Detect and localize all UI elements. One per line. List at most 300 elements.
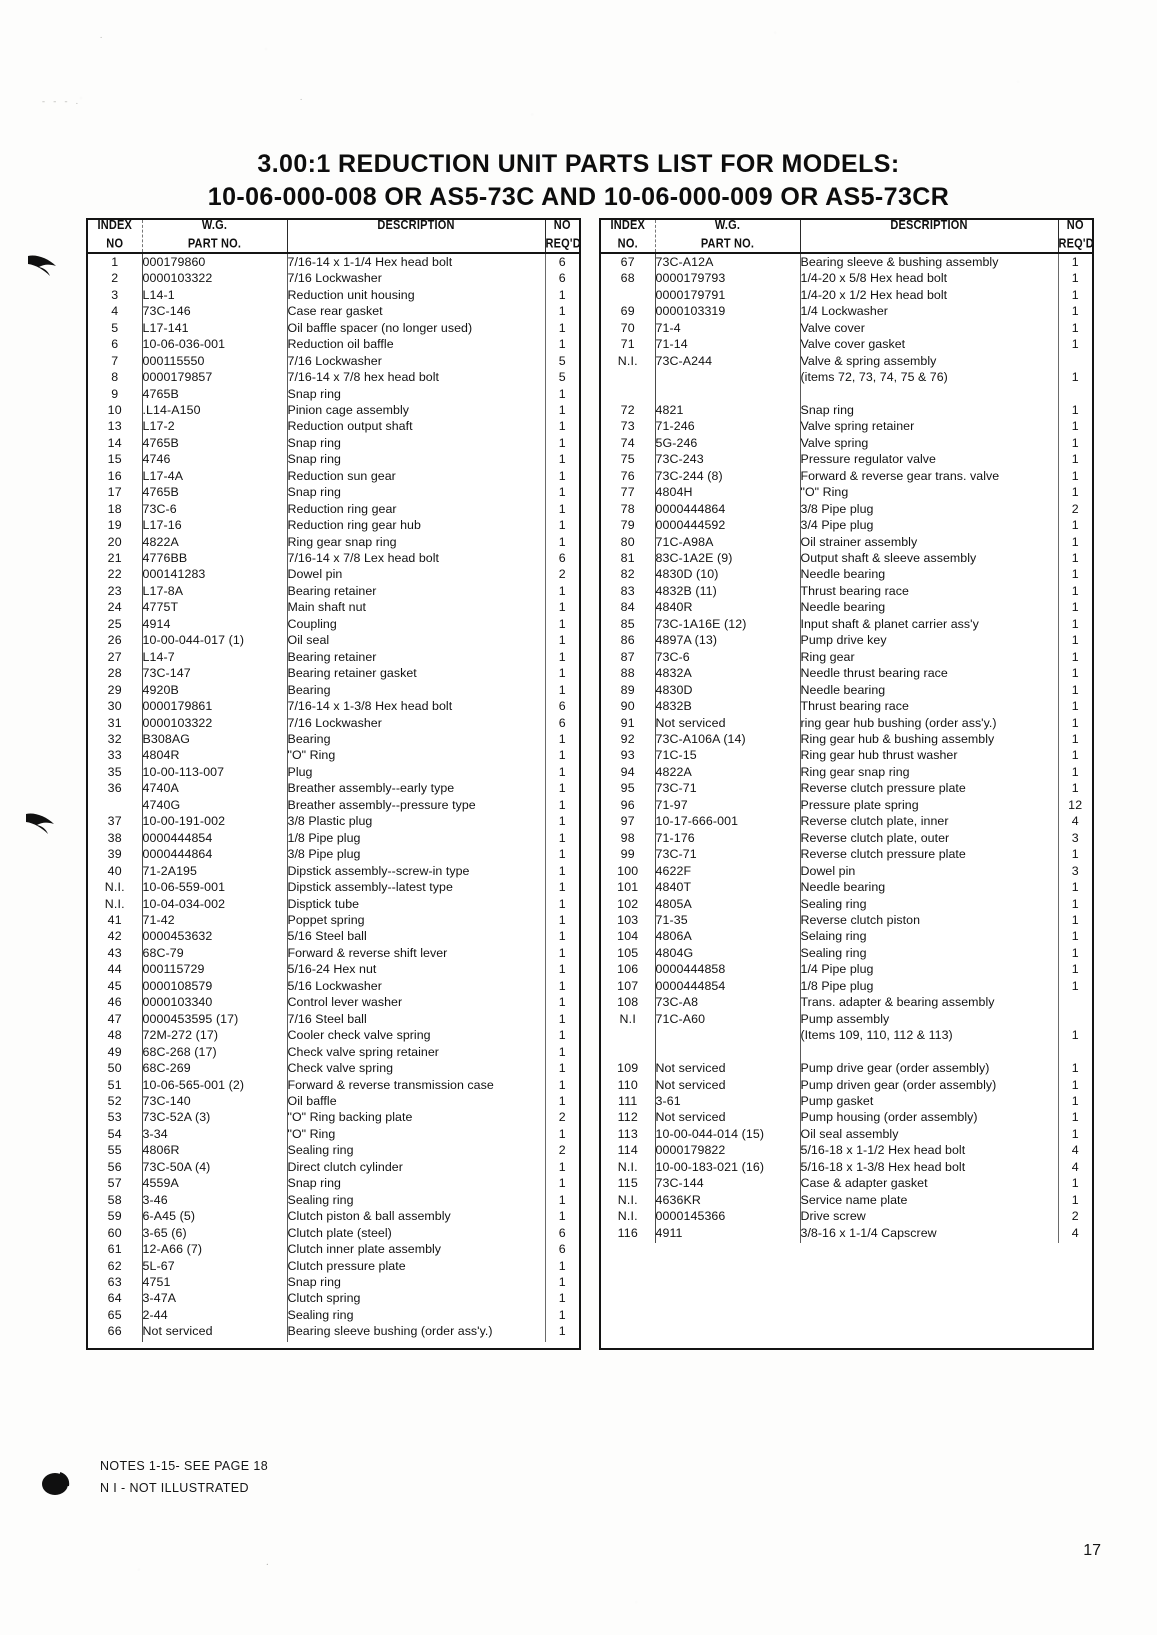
row-index-number: 91 [601, 715, 655, 731]
row-part-number: 10-17-666-001 [655, 813, 800, 829]
header-part-top: W.G. [201, 218, 228, 233]
table-row [88, 747, 579, 763]
table-row [601, 534, 1092, 550]
row-index-number: 21 [88, 550, 142, 566]
table-row [601, 402, 1092, 418]
row-part-number: L17-4A [142, 468, 287, 484]
row-part-number [655, 369, 800, 385]
row-quantity: 1 [1071, 847, 1079, 862]
row-description: Snap ring [287, 1274, 545, 1290]
row-index-number: 43 [88, 945, 142, 961]
row-index-number: 74 [601, 435, 655, 451]
row-quantity: 1 [1071, 945, 1079, 960]
table-row [88, 517, 579, 533]
row-index-number: 31 [88, 715, 142, 731]
row-part-number: 000115729 [142, 961, 287, 977]
row-part-number: 10-00-044-017 (1) [142, 632, 287, 648]
table-row [601, 879, 1092, 895]
table-row [88, 369, 579, 385]
row-description: Sealing ring [287, 1307, 545, 1323]
table-row [88, 501, 579, 517]
row-part-number: 73C-A106A (14) [655, 731, 800, 747]
row-description: 7/16 Lockwasher [287, 715, 545, 731]
table-row [88, 320, 579, 336]
row-index-number: 76 [601, 468, 655, 484]
row-index-number: 62 [88, 1258, 142, 1274]
row-quantity: 1 [558, 386, 566, 401]
row-quantity: 1 [1071, 370, 1079, 385]
row-quantity: 1 [1071, 978, 1079, 993]
row-part-number: 0000179791 [655, 287, 800, 303]
row-part-number: 71-14 [655, 336, 800, 352]
row-description: "O" Ring [287, 747, 545, 763]
row-index-number: 87 [601, 649, 655, 665]
row-quantity: 1 [558, 320, 566, 335]
row-index-number: 109 [601, 1060, 655, 1076]
row-quantity: 1 [1071, 1077, 1079, 1092]
right-parts-table [599, 218, 1094, 1350]
table-row [601, 632, 1092, 648]
row-index-number: N.I. [601, 1159, 655, 1175]
row-description: Snap ring [287, 451, 545, 467]
row-part-number: 4830D (10) [655, 566, 800, 582]
row-quantity: 1 [558, 1307, 566, 1322]
table-row [601, 813, 1092, 829]
table-row [88, 665, 579, 681]
row-quantity: 2 [558, 1143, 566, 1158]
row-part-number: 71C-A60 [655, 1011, 800, 1027]
row-quantity: 1 [1071, 1176, 1079, 1191]
row-index-number: 60 [88, 1225, 142, 1241]
row-part-number: 4776BB [142, 550, 287, 566]
row-description: 7/16 Steel ball [287, 1011, 545, 1027]
row-quantity: 1 [1071, 468, 1079, 483]
table-row [88, 863, 579, 879]
row-description: Drive screw [800, 1208, 1058, 1224]
table-row [601, 484, 1092, 500]
row-part-number: 4804G [655, 945, 800, 961]
row-part-number: 5G-246 [655, 435, 800, 451]
table-row [88, 1225, 579, 1241]
row-index-number: 98 [601, 830, 655, 846]
row-index-number: 114 [601, 1142, 655, 1158]
row-description: Pressure plate spring [800, 797, 1058, 813]
row-part-number: 0000179793 [655, 270, 800, 286]
row-description: Clutch spring [287, 1290, 545, 1306]
row-description: Snap ring [800, 402, 1058, 418]
row-description: Input shaft & planet carrier ass'y [800, 616, 1058, 632]
row-description: Clutch piston & ball assembly [287, 1208, 545, 1224]
row-index-number: 1 [88, 253, 142, 270]
row-quantity: 1 [558, 1176, 566, 1191]
row-index-number: 108 [601, 994, 655, 1010]
row-quantity: 1 [558, 1192, 566, 1207]
row-quantity: 1 [558, 304, 566, 319]
row-part-number: 10-00-191-002 [142, 813, 287, 829]
row-index-number: 102 [601, 896, 655, 912]
table-row [88, 468, 579, 484]
row-quantity: 1 [558, 797, 566, 812]
row-part-number: 68C-79 [142, 945, 287, 961]
table-row [88, 1077, 579, 1093]
row-part-number: 4822A [142, 534, 287, 550]
row-part-number: 0000444854 [142, 830, 287, 846]
row-part-number: 68C-269 [142, 1060, 287, 1076]
row-index-number: 82 [601, 566, 655, 582]
row-description: Needle bearing [800, 682, 1058, 698]
row-part-number: 73C-A8 [655, 994, 800, 1010]
table-row [601, 501, 1092, 517]
row-quantity: 1 [558, 402, 566, 417]
row-quantity: 1 [1071, 600, 1079, 615]
row-description: Ring gear snap ring [287, 534, 545, 550]
row-quantity: 4 [1071, 1143, 1079, 1158]
row-quantity: 1 [1071, 287, 1079, 302]
header-index-bottom: NO. [617, 237, 638, 252]
table-row [601, 830, 1092, 846]
table-row [601, 1060, 1092, 1076]
row-quantity: 1 [558, 337, 566, 352]
row-quantity: 1 [558, 518, 566, 533]
table-row [88, 270, 579, 286]
table-row [601, 468, 1092, 484]
row-description: Clutch plate (steel) [287, 1225, 545, 1241]
row-index-number: 111 [601, 1093, 655, 1109]
row-description: 1/8 Pipe plug [800, 978, 1058, 994]
row-index-number: 99 [601, 846, 655, 862]
row-part-number: 3-61 [655, 1093, 800, 1109]
table-row [601, 1208, 1092, 1224]
row-index-number: 78 [601, 501, 655, 517]
row-description: Bearing sleeve bushing (order ass'y.) [287, 1323, 545, 1341]
table-row [88, 1159, 579, 1175]
row-quantity: 1 [558, 764, 566, 779]
table-row [88, 303, 579, 319]
row-index-number [601, 1027, 655, 1043]
row-index-number: 52 [88, 1093, 142, 1109]
row-quantity: 1 [558, 583, 566, 598]
row-description: 5/16-18 x 1-3/8 Hex head bolt [800, 1159, 1058, 1175]
row-index-number: 37 [88, 813, 142, 829]
title-line-1: 3.00:1 REDUCTION UNIT PARTS LIST FOR MODELS: [257, 150, 900, 178]
row-quantity: 1 [558, 995, 566, 1010]
row-part-number: 0000103322 [142, 715, 287, 731]
table-row [601, 731, 1092, 747]
row-index-number: 83 [601, 583, 655, 599]
row-quantity: 1 [558, 534, 566, 549]
row-quantity: 1 [558, 978, 566, 993]
row-description: Pump drive key [800, 632, 1058, 648]
row-quantity: 1 [558, 1028, 566, 1043]
row-index-number: 84 [601, 599, 655, 615]
row-part-number: 71-176 [655, 830, 800, 846]
row-index-number: 101 [601, 879, 655, 895]
row-description: Main shaft nut [287, 599, 545, 615]
row-quantity: 1 [558, 896, 566, 911]
row-part-number: 4765B [142, 386, 287, 402]
table-row [88, 715, 579, 731]
table-row [88, 961, 579, 977]
row-part-number: 4911 [655, 1225, 800, 1243]
table-row [88, 1192, 579, 1208]
row-part-number: Not serviced [655, 1109, 800, 1125]
page-title [0, 148, 1157, 214]
row-quantity: 1 [558, 452, 566, 467]
row-quantity: 4 [1071, 1159, 1079, 1174]
row-part-number: Not serviced [142, 1323, 287, 1341]
row-description: Bearing sleeve & bushing assembly [800, 253, 1058, 270]
row-index-number: N.I. [88, 879, 142, 895]
table-row [88, 780, 579, 796]
row-quantity: 1 [1071, 435, 1079, 450]
row-index-number: 69 [601, 303, 655, 319]
parts-tables [86, 218, 1094, 1350]
row-index-number: 104 [601, 928, 655, 944]
table-row [601, 583, 1092, 599]
row-description: Ring gear snap ring [800, 764, 1058, 780]
row-quantity: 5 [558, 353, 566, 368]
table-header-row [88, 220, 579, 253]
row-part-number: 10-04-034-002 [142, 896, 287, 912]
row-quantity: 6 [558, 254, 566, 269]
row-description: Bearing retainer [287, 649, 545, 665]
table-row [601, 896, 1092, 912]
row-description [800, 386, 1058, 402]
scan-artifact-top: . [100, 30, 103, 40]
row-index-number: 46 [88, 994, 142, 1010]
row-part-number: 0000453595 (17) [142, 1011, 287, 1027]
header-index [601, 217, 655, 256]
row-quantity: 1 [1071, 715, 1079, 730]
row-index-number: 73 [601, 418, 655, 434]
header-part-number [655, 217, 800, 256]
row-index-number: 20 [88, 534, 142, 550]
row-description: Snap ring [287, 484, 545, 500]
row-part-number: 0000453632 [142, 928, 287, 944]
row-description: Reduction sun gear [287, 468, 545, 484]
row-index-number: 94 [601, 764, 655, 780]
row-description: Thrust bearing race [800, 583, 1058, 599]
row-part-number: L14-7 [142, 649, 287, 665]
row-index-number: 115 [601, 1175, 655, 1191]
row-description: Pump assembly [800, 1011, 1058, 1027]
row-index-number: 15 [88, 451, 142, 467]
table-row [88, 1241, 579, 1257]
row-description: 5/16-24 Hex nut [287, 961, 545, 977]
row-quantity: 12 [1068, 797, 1083, 812]
row-part-number: L14-1 [142, 287, 287, 303]
row-part-number: 0000444592 [655, 517, 800, 533]
row-quantity: 1 [558, 814, 566, 829]
row-part-number: 73C-50A (4) [142, 1159, 287, 1175]
row-part-number: 72M-272 (17) [142, 1027, 287, 1043]
row-quantity: 1 [558, 1011, 566, 1026]
row-quantity: 1 [558, 501, 566, 516]
row-description: Forward & reverse transmission case [287, 1077, 545, 1093]
row-quantity: 1 [1071, 1110, 1079, 1125]
table-header-row [601, 220, 1092, 253]
row-quantity: 1 [1071, 320, 1079, 335]
footer-notes [100, 1455, 268, 1499]
row-part-number: 4775T [142, 599, 287, 615]
table-row [88, 583, 579, 599]
table-row [601, 353, 1092, 369]
row-index-number: 3 [88, 287, 142, 303]
row-part-number: 4830D [655, 682, 800, 698]
row-quantity: 1 [1071, 304, 1079, 319]
row-part-number: 71-246 [655, 418, 800, 434]
row-index-number: 48 [88, 1027, 142, 1043]
row-part-number: 73C-71 [655, 780, 800, 796]
row-part-number: 3-34 [142, 1126, 287, 1142]
row-index-number: 97 [601, 813, 655, 829]
row-quantity: 1 [1071, 1061, 1079, 1076]
row-index-number: 89 [601, 682, 655, 698]
row-part-number: 3-46 [142, 1192, 287, 1208]
row-index-number: 33 [88, 747, 142, 763]
row-description: Dipstick assembly--latest type [287, 879, 545, 895]
row-description: Reduction oil baffle [287, 336, 545, 352]
row-index-number: 14 [88, 435, 142, 451]
row-quantity: 1 [1071, 419, 1079, 434]
row-index-number: 42 [88, 928, 142, 944]
row-description: 3/8 Pipe plug [800, 501, 1058, 517]
row-quantity: 1 [1071, 682, 1079, 697]
row-part-number: 73C-244 (8) [655, 468, 800, 484]
row-index-number: 36 [88, 780, 142, 796]
row-part-number: 71C-A98A [655, 534, 800, 550]
row-quantity: 1 [558, 633, 566, 648]
row-part-number: 6-A45 (5) [142, 1208, 287, 1224]
row-description: Sealing ring [800, 945, 1058, 961]
header-part-number [142, 217, 287, 256]
row-description: Reduction unit housing [287, 287, 545, 303]
table-row [601, 649, 1092, 665]
header-index [88, 217, 142, 256]
row-description: 1/8 Pipe plug [287, 830, 545, 846]
table-row [88, 1290, 579, 1306]
row-quantity: 5 [558, 370, 566, 385]
row-part-number: 73C-140 [142, 1093, 287, 1109]
row-index-number: 18 [88, 501, 142, 517]
table-row [601, 599, 1092, 615]
row-index-number: 4 [88, 303, 142, 319]
row-quantity: 1 [1071, 616, 1079, 631]
table-row [88, 830, 579, 846]
row-part-number: 4804R [142, 747, 287, 763]
table-row [88, 484, 579, 500]
row-description: Snap ring [287, 1175, 545, 1191]
table-row [88, 682, 579, 698]
table-row [88, 402, 579, 418]
row-part-number: 73C-1A16E (12) [655, 616, 800, 632]
row-quantity: 1 [558, 945, 566, 960]
row-index-number: 25 [88, 616, 142, 632]
row-index-number: 61 [88, 1241, 142, 1257]
row-index-number: 5 [88, 320, 142, 336]
row-description: "O" Ring [287, 1126, 545, 1142]
table-row [88, 386, 579, 402]
row-quantity: 1 [1071, 633, 1079, 648]
row-part-number: B308AG [142, 731, 287, 747]
row-index-number: 85 [601, 616, 655, 632]
row-description: Sealing ring [287, 1142, 545, 1158]
row-description: Bearing retainer gasket [287, 665, 545, 681]
row-description: Check valve spring retainer [287, 1044, 545, 1060]
table-row [88, 1307, 579, 1323]
row-part-number: 10-00-183-021 (16) [655, 1159, 800, 1175]
row-description: Oil strainer assembly [800, 534, 1058, 550]
table-row [601, 1044, 1092, 1060]
row-description: Output shaft & sleeve assembly [800, 550, 1058, 566]
row-part-number: L17-8A [142, 583, 287, 599]
row-quantity: 1 [558, 1126, 566, 1141]
row-quantity: 1 [1071, 1192, 1079, 1207]
row-quantity [1058, 386, 1092, 402]
row-index-number: 79 [601, 517, 655, 533]
row-description: Clutch inner plate assembly [287, 1241, 545, 1257]
table-row [88, 418, 579, 434]
row-index-number: 13 [88, 418, 142, 434]
row-description: 5/16 Lockwasher [287, 978, 545, 994]
row-index-number: 56 [88, 1159, 142, 1175]
table-row [88, 1027, 579, 1043]
row-description: Breather assembly--pressure type [287, 797, 545, 813]
row-quantity: 1 [558, 600, 566, 615]
row-quantity: 4 [1071, 814, 1079, 829]
row-part-number: 4559A [142, 1175, 287, 1191]
row-description: Dowel pin [287, 566, 545, 582]
row-index-number: 75 [601, 451, 655, 467]
row-part-number: 0000108579 [142, 978, 287, 994]
table-row [88, 797, 579, 813]
table-row [601, 1027, 1092, 1043]
table-row [88, 1142, 579, 1158]
table-row [88, 896, 579, 912]
table-row [88, 287, 579, 303]
row-description: Pinion cage assembly [287, 402, 545, 418]
row-index-number: 54 [88, 1126, 142, 1142]
row-description: 1/4 Lockwasher [800, 303, 1058, 319]
row-index-number: 39 [88, 846, 142, 862]
row-quantity: 1 [1071, 912, 1079, 927]
row-quantity: 1 [558, 485, 566, 500]
row-index-number: 9 [88, 386, 142, 402]
table-row [88, 846, 579, 862]
row-quantity: 1 [558, 1061, 566, 1076]
row-index-number: 22 [88, 566, 142, 582]
table-row [601, 566, 1092, 582]
row-index-number: 8 [88, 369, 142, 385]
header-part-bottom: PART NO. [187, 237, 242, 252]
row-quantity: 1 [558, 616, 566, 631]
row-part-number: 10-00-044-014 (15) [655, 1126, 800, 1142]
table-row [88, 994, 579, 1010]
row-index-number: 2 [88, 270, 142, 286]
right-table-body [601, 253, 1092, 1243]
row-index-number: 95 [601, 780, 655, 796]
row-part-number: 71-4 [655, 320, 800, 336]
row-index-number: 10 [88, 402, 142, 418]
row-quantity: 1 [558, 419, 566, 434]
row-quantity: 1 [1071, 551, 1079, 566]
row-part-number: 4636KR [655, 1192, 800, 1208]
header-qty [545, 217, 579, 256]
row-description: Pressure regulator valve [800, 451, 1058, 467]
row-description: Valve cover [800, 320, 1058, 336]
row-part-number: 4806A [655, 928, 800, 944]
table-row [601, 1175, 1092, 1191]
